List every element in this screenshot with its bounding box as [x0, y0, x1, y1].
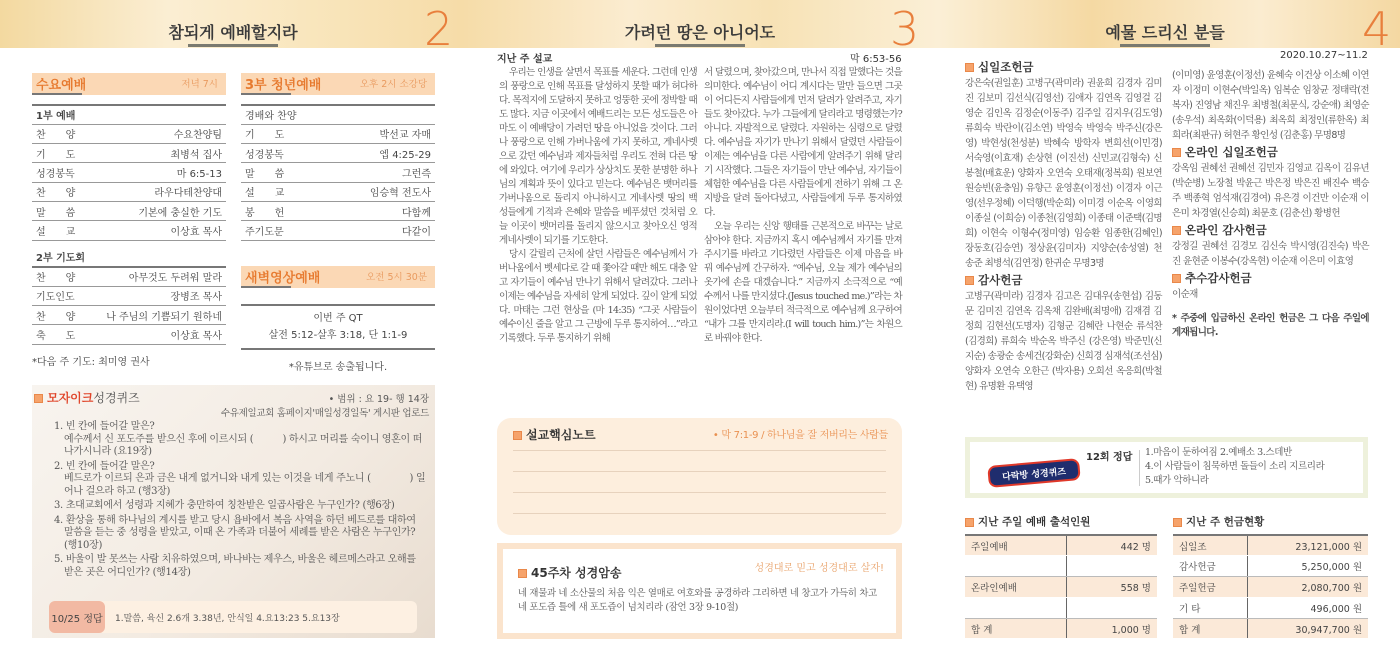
row-value: 최병석 집사 — [98, 144, 226, 163]
footnote: * 주중에 입금하신 온라인 헌금은 그 다음 주일에 게재됩니다. — [1172, 313, 1369, 338]
section-header — [241, 266, 435, 288]
row-label: 주기도문 — [241, 221, 331, 240]
paragraph: 우리는 인생을 살면서 목표를 세운다. 그런데 인생의 풍랑으로 인해 목표를 달성하지 못할 때가 허다하다. 목적지에 도달하지 못하고 엉뚱한 곳에 정박할 때도 많다. 지금 이곳에서 예배드리는 모든 성도들은 아마도 이 예배당이 가려던 땅을 아니었을 것이다. 그러나 풍랑으로 인해 가버나움에 가지 못하고, 게네사렛으로 갔던 예수님과 제자들처럼 우리도 전혀 다른 땅에 와있다. 여기에 우리가 상상치도 못한 분명한 하나님의 계획과 뜻이 있다고 믿는다. 예수님은 뱃머리를 가버나움으로 돌리지 아니하시고 게네사렛 땅의 백성들에게 기적과 은혜와 말씀을 베푸셨던 것처럼 오늘 이곳이 뱃머리를 돌리지 않으시고 찾아오신 영적 게네사렛이 되기를 기도한다. — [499, 67, 697, 246]
row-label: 찬 양 — [32, 182, 98, 201]
row-value: 2,080,700 원 — [1248, 577, 1368, 598]
sermon-column-2 — [704, 66, 902, 346]
memory-verse-box — [497, 543, 902, 639]
title-underline — [655, 44, 745, 47]
quiz-answer-label: 12회 정답 — [1086, 452, 1133, 463]
table-row — [241, 105, 435, 124]
row-label — [965, 597, 1067, 618]
answer-line: 4.이 사람들이 침묵하면 돌들이 소리 지르리라 — [1145, 461, 1325, 472]
row-value: 마 6:5-13 — [98, 163, 226, 182]
part-label: 2부 기도회 — [32, 248, 226, 267]
section-title-text: 추수감사헌금 — [1185, 271, 1252, 285]
table-row — [32, 163, 226, 182]
table-row — [32, 221, 226, 240]
offering-column-1 — [965, 58, 1162, 394]
bullet-icon — [513, 431, 522, 440]
attendance-table — [965, 534, 1157, 639]
table-row — [1173, 618, 1368, 639]
row-label: 기도인도 — [32, 286, 86, 305]
row-value: 558 명 — [1067, 577, 1157, 598]
page-title-2: 참되게 예배할지라 — [168, 23, 298, 42]
quiz-question: 3. 초대교회에서 성령과 지혜가 충만하여 칭찬받은 일곱사람은 누구인가? (행6장) — [54, 500, 395, 511]
section-title-text: 온라인 십일조헌금 — [1185, 145, 1278, 159]
bullet-icon — [965, 276, 974, 285]
memory-title — [518, 564, 621, 581]
bible-quiz — [32, 385, 435, 638]
row-label: 찬 양 — [32, 305, 86, 324]
table-row — [32, 267, 226, 286]
row-value: 박선교 자매 — [331, 124, 435, 143]
notes-title — [513, 426, 596, 443]
order-table — [32, 104, 226, 241]
row-label: 설 교 — [32, 221, 98, 240]
order-table — [32, 248, 226, 345]
section-title-text: 지난 주 헌금현황 — [1186, 516, 1265, 528]
row-label: 합 계 — [1173, 618, 1248, 639]
table-row — [965, 556, 1157, 577]
answer-line: 5.때가 악하니라 — [1145, 475, 1209, 486]
table-row — [965, 618, 1157, 639]
quiz-question: 4. 환상을 통해 하나님의 계시를 받고 당시 욥바에서 복음 사역을 하던 베드로를 대하여 말씀을 듣는 중 성령을 받았고, 이때 온 가족과 더불어 세례를 받은 사람은 누구인가? (행10장) — [54, 514, 416, 551]
section-title — [1173, 513, 1368, 531]
row-value — [1067, 597, 1157, 618]
row-label: 말 씀 — [241, 163, 331, 182]
row-value: 496,000 원 — [1248, 597, 1368, 618]
row-value: 나 주님의 기쁨되기 원하네 — [86, 305, 226, 324]
row-label: 기 도 — [241, 124, 331, 143]
row-label: 주일헌금 — [1173, 577, 1248, 598]
section-title-text: 온라인 감사헌금 — [1185, 223, 1267, 237]
row-label: 주일예배 — [965, 535, 1067, 556]
page-number-3: 3 — [890, 2, 920, 56]
row-value: 다같이 — [331, 221, 435, 240]
section-title — [965, 58, 1162, 76]
title-underline — [1120, 44, 1210, 47]
section-title — [1172, 143, 1369, 161]
section-title-text: 십일조헌금 — [978, 60, 1034, 74]
quiz-answers — [1145, 446, 1324, 488]
online-thanks-names: 강정길 권혜선 김경모 김신숙 박시영(김진숙) 박은진 윤현준 이봉수(강옥현) 이순재 이은미 이효영 — [1172, 241, 1369, 267]
table-row — [241, 221, 435, 240]
table-row — [241, 163, 435, 182]
quiz-label: 성경퀴즈 — [93, 391, 140, 405]
quiz-range: • 범위 : 요 19- 행 14장 — [328, 394, 429, 405]
paragraph: 서 달렸으며, 찾아갔으며, 만나서 직접 말했다는 것을 의미한다. 예수님이 어디 계시다는 말만 들으면 그곳이 어디든지 사람들에게 먼저 달려가 알려주고, 자기들도 찾아갔다. 누가 그들에게 달리라고 명령했는가? 아니다. 자발적으로 달렸다. 자원하는 심령으로 달렸다. 예수님을 자기가 만나기 위해서 달렸던 사람들이 이제는 예수님을 다른 사람에게 알려주기 위해 달리기 시작했다. 그들은 자기들이 만난 예수님, 자기들이 체험한 예수님을 다른 사람들에게 전하기 위해 그 온 지방을 달려 돌아다녔고, 사람들에게 두루 통지하였다. — [704, 67, 902, 218]
offering-date: 2020.10.27~11.2 — [1280, 50, 1368, 61]
row-value: 5,250,000 원 — [1248, 556, 1368, 577]
table-row — [965, 535, 1157, 556]
row-value — [1067, 556, 1157, 577]
section-time: 오후 2시 소강당 — [359, 79, 427, 90]
qt-passage: 살전 5:12-살후 3:18, 단 1:1-9 — [268, 330, 408, 341]
online-tithe-names: 강옥임 권혜선 권혜선 김민자 김영교 김옥이 김유년(박순병) 노장철 박윤근 박은정 박은진 배진수 백승주 백종혁 엄석재(김경여) 유은경 이건만 이순재 이은미 차경열(신승희) 최문호 (김춘선) 황병헌 — [1172, 163, 1369, 219]
notes-reference: • 막 7:1-9 / 하나님을 잘 저버리는 사람들 — [712, 430, 888, 441]
attendance-section — [965, 513, 1157, 639]
row-label: 말 씀 — [32, 201, 98, 220]
bullet-icon — [1172, 274, 1181, 283]
table-row — [32, 201, 226, 220]
table-row — [241, 201, 435, 220]
row-label: 봉 헌 — [241, 201, 331, 220]
dawn-service — [241, 266, 435, 373]
table-row — [241, 144, 435, 163]
quiz-logo: 다락방 성경퀴즈 — [987, 458, 1081, 488]
table-row — [241, 182, 435, 201]
divider — [1139, 450, 1140, 486]
bullet-icon — [965, 518, 974, 527]
row-value: 그런즉 — [331, 163, 435, 182]
quiz-upload-note: 수유제일교회 홈페이지'매일성경일독' 게시판 업로드 — [220, 408, 429, 419]
section-header — [32, 73, 226, 95]
table-row — [32, 305, 226, 324]
memory-verse: 네 재물과 네 소산물의 처음 익은 열매로 여호와를 공경하라 그리하면 네 창고가 가득히 차고 네 포도즙 틀에 새 포도즙이 넘치리라 (잠언 3장 9-10절) — [518, 588, 877, 613]
sermon-reference: 막 6:53-56 — [850, 54, 902, 65]
page-number-4: 4 — [1362, 2, 1392, 56]
note-line — [513, 492, 886, 493]
section-header — [241, 73, 435, 95]
row-value: 1,000 명 — [1067, 618, 1157, 639]
quiz-question: 1. 빈 칸에 들어갈 말은? 예수께서 신 포도주를 받으신 후에 이르시되 ( ) 하시고 머리를 숙이니 영혼이 떠나가시니라 (요19장) — [54, 421, 423, 457]
thanks-names: 고병구(곽미라) 김경자 김고은 김대우(송현섭) 김동문 김미진 김연옥 김옥채 김완배(최명애) 김재겸 김정희 김현선(도명자) 김형군 김혜란 나현순 류석찬(김경희) 류희숙 박순옥 박주신 (강은영) 박준민(신지순) 송광순 송세건(강화순) 신희경 심재석(조선심) 양화자 오연숙 오한근 (박자용) 오희선 옥응희(박철현) 유명환 유택영 — [965, 291, 1162, 392]
paragraph: 오늘 우리는 신앙 행태를 근본적으로 바꾸는 날로 삼아야 한다. 지금까지 혹시 예수님께서 자기를 만져주시기를 바라고 기다렸던 사람들은 이제 마음을 바꿔 예수님께 간구하자. “예수님, 오늘 제가 예수님의 옷가에 손을 대겠습니다.” 지금까지 소극적으로 “예수께서 나를 만지셨다.(Jesus touched me.)”라는 차원이었다면 오늘부터 적극적으로 예수님께 요구하여 “내가 그를 만지리라.(I will touch him.)”는 차원으로 바꿔야 한다. — [704, 221, 902, 344]
harvest-names: 이순재 — [1172, 289, 1198, 300]
section-time: 저녁 7시 — [181, 79, 218, 90]
memory-slogan: 성경대로 믿고 성경대로 살자! — [754, 563, 884, 574]
quiz-question: 5. 바울이 발 못쓰는 사람 치유하였으며, 바나바는 제우스, 바울은 헤르메스라고 오해를 받은 곳은 어디인가? (행14장) — [54, 554, 416, 578]
row-label: 경배와 찬양 — [241, 105, 331, 124]
row-value: 23,121,000 원 — [1248, 535, 1368, 556]
offering-table — [1173, 534, 1368, 639]
bullet-icon — [1172, 226, 1181, 235]
section-title-text: 감사헌금 — [978, 273, 1023, 287]
table-row — [32, 286, 226, 305]
youtube-note: *유튜브로 송출됩니다. — [288, 362, 388, 373]
row-value: 아무것도 두려워 말라 — [86, 267, 226, 286]
table-row — [1173, 597, 1368, 618]
row-label — [965, 556, 1067, 577]
row-label: 축 도 — [32, 325, 86, 344]
row-value: 442 명 — [1067, 535, 1157, 556]
row-value: 임승혁 전도사 — [331, 182, 435, 201]
row-value: 수요찬양팀 — [98, 124, 226, 143]
page-number-2: 2 — [424, 2, 454, 56]
table-row — [965, 577, 1157, 598]
sermon-column-1 — [499, 66, 697, 346]
next-week-note: *다음 주 기도: 최미영 권사 — [32, 356, 150, 368]
tithe-names: 강은숙(권일훈) 고병구(곽미라) 권윤희 김경자 김미진 김보미 김선식(김영선) 김애자 김연옥 김영걸 김영순 김인옥 김정순(이동주) 김주일 김지우(김도영) 류희숙 박란이(김소연) 박영숙 박영숙 박주신(강은영) 박현성(천성분) 박혜숙 방학자 변희선(이민경) 서숙영(이효재) 손상현 (이진선) 신민교(김형숙) 신봉철(배효운) 양화자 오연숙 오태재(정복희) 원보연 원승빈(윤충임) 유향근 윤영훈(이정선) 이경자 이근영(선우정혜) 이덕행(박순희) 이미경 이순옥 이영희 이종실 (이희승) 이종천(김영희) 이종태 이준택(김명희) 이현숙 이형수(정미영) 임승환 임종한(김혜인) 장동호(김승연) 정상윤(김미자) 지양순(송성열) 천송준 최병석(김연정) 한귀순 무명3명 — [965, 78, 1162, 269]
row-value: 다함께 — [331, 201, 435, 220]
bullet-icon — [1172, 148, 1181, 157]
wednesday-service — [32, 73, 226, 368]
page-title-3: 가려던 땅은 아니어도 — [624, 23, 776, 42]
section-title — [1172, 269, 1369, 287]
table-row — [1173, 556, 1368, 577]
answer-text: 1.말씀, 육신 2.6개 3.38년, 안식일 4.요13:23 5.요13장 — [115, 613, 340, 624]
table-row — [1173, 577, 1368, 598]
section-title — [1172, 221, 1369, 239]
section-title: 새벽영상예배 — [245, 270, 321, 286]
note-line — [513, 471, 886, 472]
offering-status-section — [1173, 513, 1368, 639]
table-row — [965, 597, 1157, 618]
qt-label: 이번 주 QT — [313, 313, 363, 324]
row-label: 성경봉독 — [241, 144, 331, 163]
note-line — [513, 513, 886, 514]
row-value: 이상효 목사 — [86, 325, 226, 344]
note-line — [513, 450, 886, 451]
row-value: 30,947,700 원 — [1248, 618, 1368, 639]
bullet-icon — [34, 394, 43, 403]
table-row — [32, 325, 226, 344]
row-value: 장병조 목사 — [86, 286, 226, 305]
youth-service — [241, 73, 435, 241]
row-label: 온라인예배 — [965, 577, 1067, 598]
section-title: 수요예배 — [36, 77, 87, 93]
row-label: 찬 양 — [32, 124, 98, 143]
quiz-question: 2. 빈 칸에 들어갈 말은? 베드로가 이르되 은과 금은 내게 없거니와 내게 있는 이것을 네게 주노니 ( ) 일어나 걸으라 하고 (행3장) — [54, 460, 426, 497]
table-row — [241, 124, 435, 143]
quiz-logo: 모자이크 — [47, 391, 94, 405]
table-row — [1173, 535, 1368, 556]
bullet-icon — [965, 63, 974, 72]
paragraph: 당시 갈릴리 근처에 살던 사람들은 예수님께서 가버나움에서 벳세다로 갈 때 쫓아갈 때만 해도 대충 알고 자기들이 예수님 만나기 위해서 달려갔다. 그러나 이제는 예수님을 자세히 알게 되었다. 깊이 알게 되었다. 마태는 그런 현상을 (마 14:35) “그곳 사람들이 예수이신 줄을 알고 그 근방에 두루 통지하여…”라고 기록했다. 두루 통지하기 위해 — [499, 249, 697, 344]
table-row — [32, 182, 226, 201]
darakbang-quiz — [965, 437, 1368, 498]
row-value: 엡 4:25-29 — [331, 144, 435, 163]
row-value: 이상효 목사 — [98, 221, 226, 240]
memory-title-text: 45주차 성경암송 — [531, 566, 622, 580]
offering-column-2 — [1172, 68, 1369, 340]
title-underline — [188, 44, 278, 47]
row-label: 찬 양 — [32, 267, 86, 286]
part-label: 1부 예배 — [32, 105, 226, 124]
row-label: 합 계 — [965, 618, 1067, 639]
row-value: 라우다테찬양대 — [98, 182, 226, 201]
answer-label: 10/25 정답 — [49, 601, 105, 633]
answer-bar — [49, 601, 417, 633]
section-time: 오전 5시 30분 — [366, 272, 427, 283]
section-title — [965, 271, 1162, 289]
row-label: 십일조 — [1173, 535, 1248, 556]
row-label: 성경봉독 — [32, 163, 98, 182]
tithe-names-cont: (이미영) 윤영훈(이정선) 윤혜숙 이건상 이소혜 이연자 이정미 이현수(박일옥) 임복순 임창균 정태락(전복자) 진영남 채진우 최병철(최문식, 강순애) 최영순(송우석) 최옥화(이덕용) 최옥희 최정인(류한옥) 최희라(최판규) 허현주 황인성 (김춘홍) 무명8명 — [1172, 70, 1369, 141]
section-title: 3부 청년예배 — [245, 77, 322, 93]
sermon-notes-box — [497, 418, 902, 535]
bullet-icon — [1173, 518, 1182, 527]
table-row — [32, 144, 226, 163]
answer-line: 1.마음이 둔하여짐 2.예배소 3.스데반 — [1145, 447, 1292, 458]
bullet-icon — [518, 569, 527, 578]
section-title — [965, 513, 1157, 531]
row-label: 감사헌금 — [1173, 556, 1248, 577]
quiz-title — [34, 389, 140, 406]
row-label: 기 도 — [32, 144, 98, 163]
notes-title-text: 설교핵심노트 — [526, 428, 596, 442]
table-row — [32, 124, 226, 143]
row-value — [331, 105, 435, 124]
section-title-text: 지난 주일 예배 출석인원 — [978, 516, 1091, 528]
row-label: 설 교 — [241, 182, 331, 201]
row-label: 기 타 — [1173, 597, 1248, 618]
row-value: 기본에 충실한 기도 — [98, 201, 226, 220]
page-title-4: 예물 드리신 분들 — [1105, 23, 1225, 42]
order-table — [241, 104, 435, 241]
sermon-label: 지난 주 설교 — [497, 54, 553, 65]
